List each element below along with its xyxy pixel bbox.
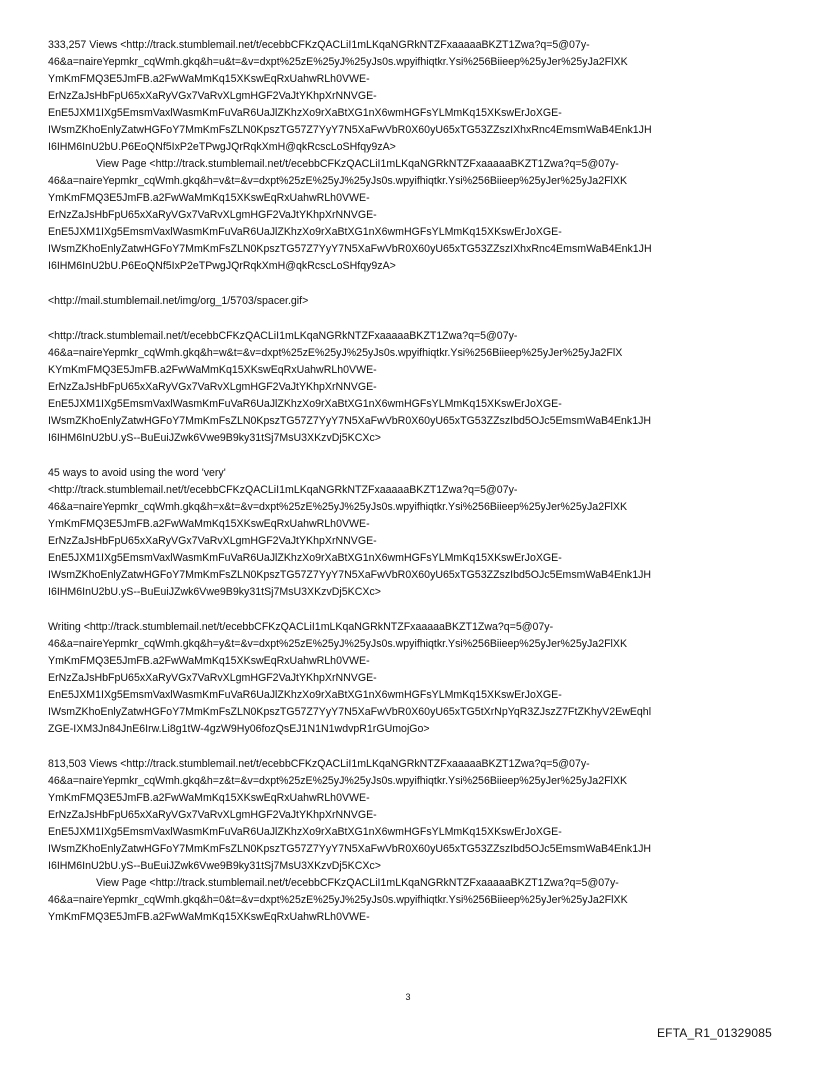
text-line: 46&a=naireYepmkr_cqWmh.gkq&h=x&t=&v=dxpt%25zE%25yJ%25yJs0s.wpyifhiqtkr.Ysi%256Biieep%25yJer%25yJa2FlXK — [48, 501, 628, 513]
text-line: <http://mail.stumblemail.net/img/org_1/5703/spacer.gif> — [48, 295, 309, 307]
text-line: EnE5JXM1IXg5EmsmVaxlWasmKmFuVaR6UaJlZKhzXo9rXaBtXG1nX6wmHGFsYLMmKq15XKswErJoXGE- — [48, 107, 562, 119]
text-line: EnE5JXM1IXg5EmsmVaxlWasmKmFuVaR6UaJlZKhzXo9rXaBtXG1nX6wmHGFsYLMmKq15XKswErJoXGE- — [48, 226, 562, 238]
email-paragraph — [48, 756, 776, 926]
text-line: 46&a=naireYepmkr_cqWmh.gkq&h=u&t=&v=dxpt%25zE%25yJ%25yJs0s.wpyifhiqtkr.Ysi%256Biieep%25yJer%25yJa2FlXK — [48, 56, 628, 68]
text-line: YmKmFMQ3E5JmFB.a2FwWaMmKq15XKswEqRxUahwRLh0VWE- — [48, 73, 370, 85]
text-line: 46&a=naireYepmkr_cqWmh.gkq&h=w&t=&v=dxpt%25zE%25yJ%25yJs0s.wpyifhiqtkr.Ysi%256Biieep%25yJer%25yJa2FlX — [48, 347, 623, 359]
text-line: YmKmFMQ3E5JmFB.a2FwWaMmKq15XKswEqRxUahwRLh0VWE- — [48, 792, 370, 804]
text-line: Writing <http://track.stumblemail.net/t/ecebbCFKzQACLiI1mLKqaNGRkNTZFxaaaaaBKZT1Zwa?q=5@07y- — [48, 621, 554, 633]
text-line: ErNzZaJsHbFpU65xXaRyVGx7VaRvXLgmHGF2VaJtYKhpXrNNVGE- — [48, 90, 377, 102]
text-line: 46&a=naireYepmkr_cqWmh.gkq&h=v&t=&v=dxpt%25zE%25yJ%25yJs0s.wpyifhiqtkr.Ysi%256Biieep%25yJer%25yJa2FlXK — [48, 175, 628, 187]
text-line: 46&a=naireYepmkr_cqWmh.gkq&h=0&t=&v=dxpt%25zE%25yJ%25yJs0s.wpyifhiqtkr.Ysi%256Biieep%25yJer%25yJa2FlXK — [48, 894, 628, 906]
text-line: YmKmFMQ3E5JmFB.a2FwWaMmKq15XKswEqRxUahwRLh0VWE- — [48, 655, 370, 667]
text-line: IWsmZKhoEnlyZatwHGFoY7MmKmFsZLN0KpszTG57Z7YyY7N5XaFwVbR0X60yU65xTG5tXrNpYqR3ZJszZ7FtZKhyV2EwEqhl — [48, 706, 652, 718]
text-line: I6IHM6InU2bU.P6EoQNf5IxP2eTPwgJQrRqkXmH@qkRcscLoSHfqy9zA> — [48, 141, 396, 153]
text-line: ErNzZaJsHbFpU65xXaRyVGx7VaRvXLgmHGF2VaJtYKhpXrNNVGE- — [48, 381, 377, 393]
text-line: 46&a=naireYepmkr_cqWmh.gkq&h=y&t=&v=dxpt%25zE%25yJ%25yJs0s.wpyifhiqtkr.Ysi%256Biieep%25yJer%25yJa2FlXK — [48, 638, 628, 650]
text-line: YmKmFMQ3E5JmFB.a2FwWaMmKq15XKswEqRxUahwRLh0VWE- — [48, 518, 370, 530]
text-line: IWsmZKhoEnlyZatwHGFoY7MmKmFsZLN0KpszTG57Z7YyY7N5XaFwVbR0X60yU65xTG53ZZszIbd5OJc5EmsmWaB4Enk1JH — [48, 569, 652, 581]
text-line: KYmKmFMQ3E5JmFB.a2FwWaMmKq15XKswEqRxUahwRLh0VWE- — [48, 364, 377, 376]
text-line: I6IHM6InU2bU.yS--BuEuiJZwk6Vwe9B9ky31tSj7MsU3XKzvDj5KCXc> — [48, 860, 381, 872]
text-line: ErNzZaJsHbFpU65xXaRyVGx7VaRvXLgmHGF2VaJtYKhpXrNNVGE- — [48, 535, 377, 547]
email-paragraph — [48, 293, 776, 310]
text-line: 45 ways to avoid using the word 'very' — [48, 467, 226, 479]
text-line: View Page <http://track.stumblemail.net/t/ecebbCFKzQACLiI1mLKqaNGRkNTZFxaaaaaBKZT1Zwa?q=5@07y- — [96, 877, 619, 889]
text-line: 46&a=naireYepmkr_cqWmh.gkq&h=z&t=&v=dxpt%25zE%25yJ%25yJs0s.wpyifhiqtkr.Ysi%256Biieep%25yJer%25yJa2FlXK — [48, 775, 628, 787]
text-line: View Page <http://track.stumblemail.net/t/ecebbCFKzQACLiI1mLKqaNGRkNTZFxaaaaaBKZT1Zwa?q=5@07y- — [96, 158, 619, 170]
text-line: I6IHM6InU2bU.P6EoQNf5IxP2eTPwgJQrRqkXmH@qkRcscLoSHfqy9zA> — [48, 260, 396, 272]
text-line: EnE5JXM1IXg5EmsmVaxlWasmKmFuVaR6UaJlZKhzXo9rXaBtXG1nX6wmHGFsYLMmKq15XKswErJoXGE- — [48, 552, 562, 564]
email-paragraph — [48, 619, 776, 738]
document-id: EFTA_R1_01329085 — [656, 1026, 772, 1040]
email-paragraph — [48, 465, 776, 601]
text-line: ErNzZaJsHbFpU65xXaRyVGx7VaRvXLgmHGF2VaJtYKhpXrNNVGE- — [48, 809, 377, 821]
text-line: I6IHM6InU2bU.yS--BuEuiJZwk6Vwe9B9ky31tSj7MsU3XKzvDj5KCXc> — [48, 432, 381, 444]
text-line: EnE5JXM1IXg5EmsmVaxlWasmKmFuVaR6UaJlZKhzXo9rXaBtXG1nX6wmHGFsYLMmKq15XKswErJoXGE- — [48, 689, 562, 701]
text-line: <http://track.stumblemail.net/t/ecebbCFKzQACLiI1mLKqaNGRkNTZFxaaaaaBKZT1Zwa?q=5@07y- — [48, 484, 518, 496]
text-line: YmKmFMQ3E5JmFB.a2FwWaMmKq15XKswEqRxUahwRLh0VWE- — [48, 911, 370, 923]
text-line: IWsmZKhoEnlyZatwHGFoY7MmKmFsZLN0KpszTG57Z7YyY7N5XaFwVbR0X60yU65xTG53ZZszIXhxRnc4EmsmWaB4Enk1JH — [48, 243, 652, 255]
text-line: <http://track.stumblemail.net/t/ecebbCFKzQACLiI1mLKqaNGRkNTZFxaaaaaBKZT1Zwa?q=5@07y- — [48, 330, 518, 342]
text-line: ZGE-IXM3Jn84JnE6Irw.Li8g1tW-4gzW9Hy06fozQsEJ1N1N1wdvpR1rGUmojGo> — [48, 723, 430, 735]
text-line: 813,503 Views <http://track.stumblemail.net/t/ecebbCFKzQACLiI1mLKqaNGRkNTZFxaaaaaBKZT1Zwa?q=5@07y- — [48, 758, 590, 770]
text-line: ErNzZaJsHbFpU65xXaRyVGx7VaRvXLgmHGF2VaJtYKhpXrNNVGE- — [48, 209, 377, 221]
text-line: YmKmFMQ3E5JmFB.a2FwWaMmKq15XKswEqRxUahwRLh0VWE- — [48, 192, 370, 204]
text-line: IWsmZKhoEnlyZatwHGFoY7MmKmFsZLN0KpszTG57Z7YyY7N5XaFwVbR0X60yU65xTG53ZZszIXhxRnc4EmsmWaB4Enk1JH — [48, 124, 652, 136]
text-line: I6IHM6InU2bU.yS--BuEuiJZwk6Vwe9B9ky31tSj7MsU3XKzvDj5KCXc> — [48, 586, 381, 598]
text-line: IWsmZKhoEnlyZatwHGFoY7MmKmFsZLN0KpszTG57Z7YyY7N5XaFwVbR0X60yU65xTG53ZZszIbd5OJc5EmsmWaB4Enk1JH — [48, 415, 652, 427]
text-line: 333,257 Views <http://track.stumblemail.net/t/ecebbCFKzQACLiI1mLKqaNGRkNTZFxaaaaaBKZT1Zwa?q=5@07y- — [48, 39, 590, 51]
page-number: 3 — [405, 992, 411, 1002]
text-line: ErNzZaJsHbFpU65xXaRyVGx7VaRvXLgmHGF2VaJtYKhpXrNNVGE- — [48, 672, 377, 684]
text-line: IWsmZKhoEnlyZatwHGFoY7MmKmFsZLN0KpszTG57Z7YyY7N5XaFwVbR0X60yU65xTG53ZZszIbd5OJc5EmsmWaB4Enk1JH — [48, 843, 652, 855]
email-paragraph — [48, 328, 776, 447]
document-body — [48, 37, 776, 944]
text-line: EnE5JXM1IXg5EmsmVaxlWasmKmFuVaR6UaJlZKhzXo9rXaBtXG1nX6wmHGFsYLMmKq15XKswErJoXGE- — [48, 398, 562, 410]
text-line: EnE5JXM1IXg5EmsmVaxlWasmKmFuVaR6UaJlZKhzXo9rXaBtXG1nX6wmHGFsYLMmKq15XKswErJoXGE- — [48, 826, 562, 838]
email-paragraph — [48, 37, 776, 275]
